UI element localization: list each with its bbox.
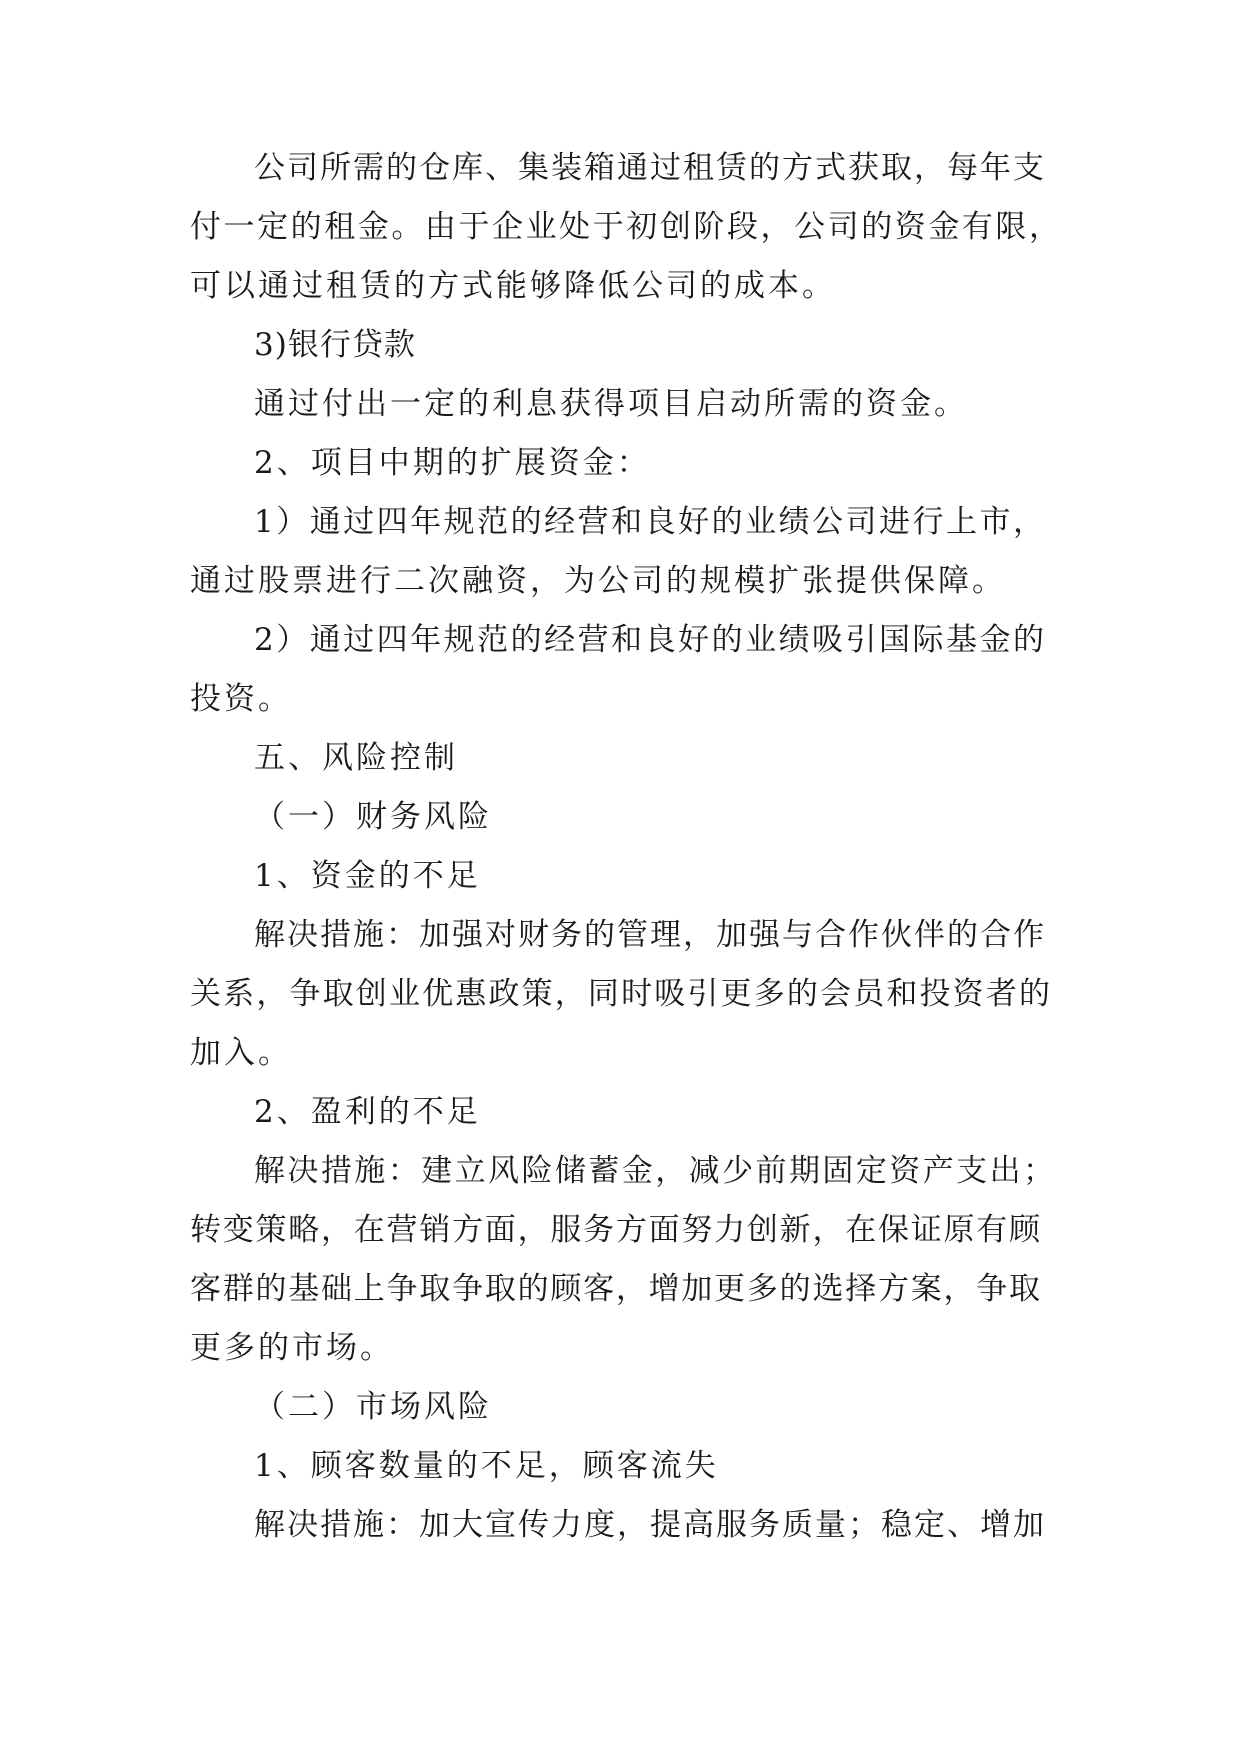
paragraph-line: 客群的基础上争取争取的顾客，增加更多的选择方案，争取 bbox=[190, 1271, 1040, 1307]
item-heading: 1、资金的不足 bbox=[254, 858, 481, 894]
paragraph-line: 公司所需的仓库、集装箱通过租赁的方式获取，每年支 bbox=[254, 150, 1044, 186]
paragraph-line: 解决措施：建立风险储蓄金，减少前期固定资产支出； bbox=[254, 1153, 1054, 1189]
paragraph-line: 可以通过租赁的方式能够降低公司的成本。 bbox=[190, 268, 836, 304]
section-heading: 3)银行贷款 bbox=[254, 327, 416, 363]
subsection-heading: （二）市场风险 bbox=[254, 1389, 492, 1425]
paragraph-line: 解决措施：加强对财务的管理，加强与合作伙伴的合作 bbox=[254, 917, 1044, 953]
item-heading: 1、顾客数量的不足，顾客流失 bbox=[254, 1448, 719, 1484]
section-heading: 五、风险控制 bbox=[254, 740, 458, 776]
item-heading: 2、盈利的不足 bbox=[254, 1094, 481, 1130]
paragraph-line: 投资。 bbox=[190, 681, 292, 717]
paragraph-line: 加入。 bbox=[190, 1035, 292, 1071]
paragraph-line: 更多的市场。 bbox=[190, 1330, 394, 1366]
paragraph-line: 通过股票进行二次融资，为公司的规模扩张提供保障。 bbox=[190, 563, 1006, 599]
paragraph-line: 解决措施：加大宣传力度，提高服务质量；稳定、增加 bbox=[254, 1507, 1044, 1543]
subsection-heading: （一）财务风险 bbox=[254, 799, 492, 835]
paragraph-line: 2）通过四年规范的经营和良好的业绩吸引国际基金的 bbox=[254, 622, 1044, 658]
paragraph-line: 付一定的租金。由于企业处于初创阶段，公司的资金有限， bbox=[190, 209, 1060, 245]
paragraph-line: 1）通过四年规范的经营和良好的业绩公司进行上市， bbox=[254, 504, 1044, 540]
paragraph-line: 关系，争取创业优惠政策，同时吸引更多的会员和投资者的 bbox=[190, 976, 1050, 1012]
paragraph-line: 转变策略，在营销方面，服务方面努力创新，在保证原有顾 bbox=[190, 1212, 1040, 1248]
section-heading: 2、项目中期的扩展资金： bbox=[254, 445, 651, 481]
paragraph-line: 通过付出一定的利息获得项目启动所需的资金。 bbox=[254, 386, 968, 422]
